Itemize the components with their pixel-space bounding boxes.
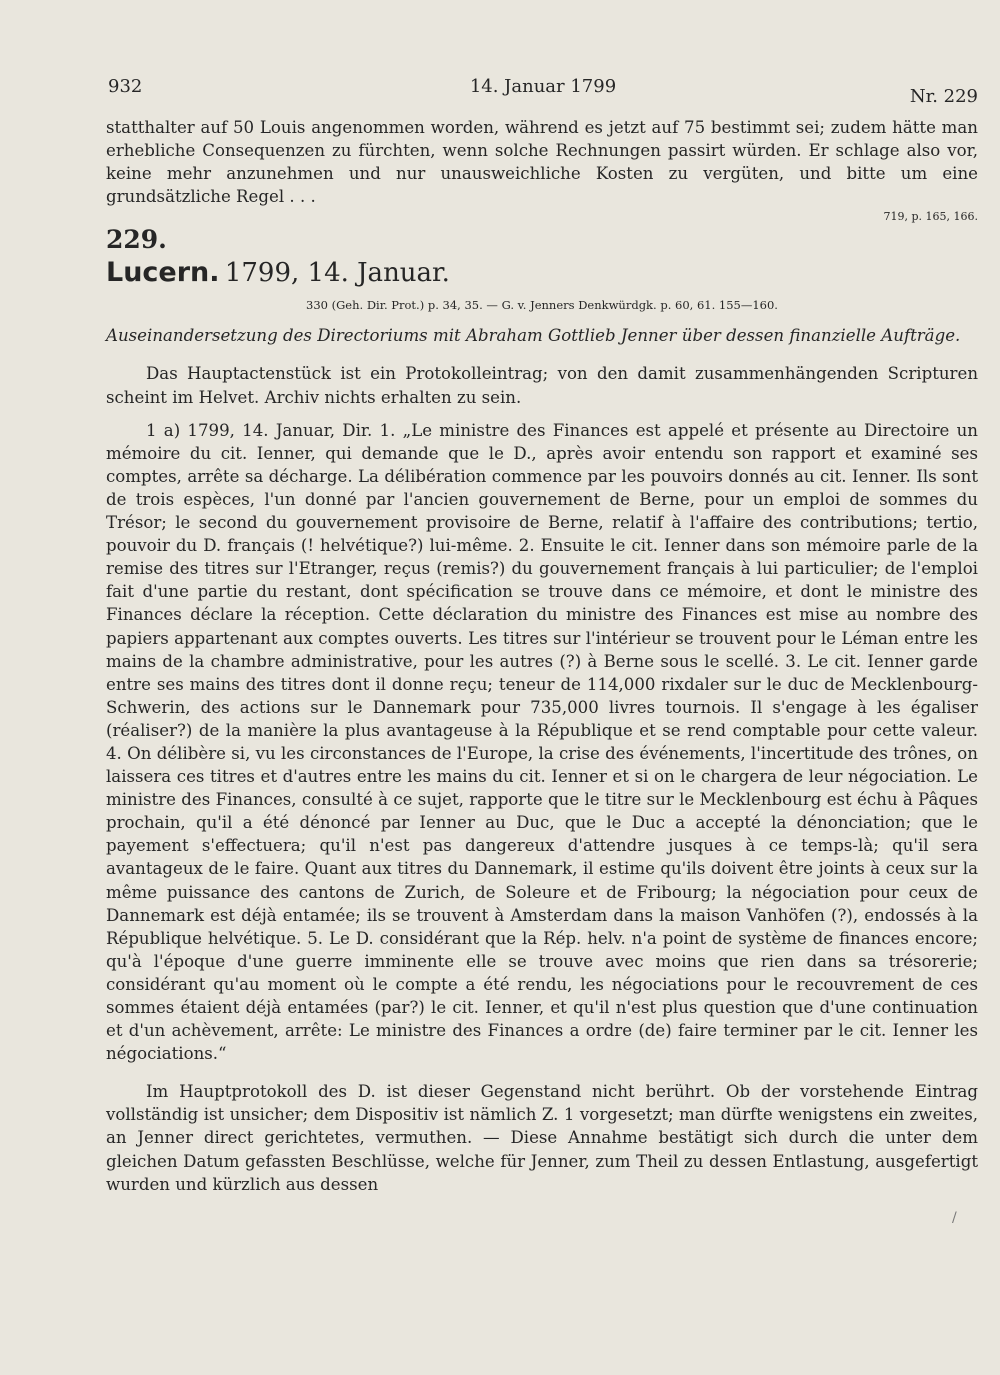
document-number-header: Nr. 229 bbox=[909, 86, 978, 107]
header-date: 14. Januar 1799 bbox=[469, 76, 617, 97]
margin-mark: / bbox=[952, 1210, 957, 1226]
document-number: 229. bbox=[106, 225, 167, 255]
intro-paragraph: Das Hauptactenstück ist ein Protokolleintrag; von den damit zusammenhängenden Scripturen scheint im Helvet. Archiv nichts erhalten zu sein. bbox=[106, 364, 978, 407]
carryover-reference: 719, p. 165, 166. bbox=[883, 210, 978, 224]
document-date: 1799, 14. Januar. bbox=[224, 258, 450, 289]
protocol-entry: 1 a) 1799, 14. Januar, Dir. 1. „Le ministre des Finances est appelé et présente au Directoire un mémoire du cit. Ienner, qui demande que le D., après avoir entendu son rapport et examiné ses comptes, arrête sa décharge. La délibération commence par les pouvoirs donnés au cit. Ienner. Ils sont de trois espèces, l'un donné par l'ancien gouvernement de Berne, pour un emploi de sommes du Trésor; le second du gouvernement provisoire de Berne, relatif à l'affaire des contributions; tertio, pouvoir du D. français (! helvétique?) lui-même. 2. Ensuite le cit. Ienner dans son mémoire parle de la remise des titres sur l'Etranger, reçus (remis?) du gouvernement français à lui particulier; de l'emploi fait d'une partie du restant, dont spécification se trouve dans ce mémoire, et dont le ministre des Finances déclare la réception. Cette déclaration du ministre des Finances est mise au nombre des papiers appartenant aux comptes ouverts. Les titres sur l'intérieur se trouvent pour le Léman entre les mains de la chambre administrative, pour les autres (?) à Berne sous le scellé. 3. Le cit. Ienner garde entre ses mains des titres dont il donne reçu; teneur de 114,000 rixdaler sur le duc de Mecklenbourg-Schwerin, des actions sur le Dannemark pour 735,000 livres tournois. Il s'engage à les égaliser (réaliser?) de la manière la plus avantageuse à la République et se rend comptable pour cette valeur. 4. On délibère si, vu les circonstances de l'Europe, la crise des événements, l'incertitude des trônes, on laissera ces titres et d'autres entre les mains du cit. Ienner et si on le chargera de leur négociation. Le ministre des Finances, consulté à ce sujet, rapporte que le titre sur le Mecklenbourg est échu à Pâques prochain, qu'il a été dénoncé par Ienner au Duc, que le Duc a accepté la dénonciation; que le payement s'effectuera; qu'il n'est pas dangereux d'attendre jusques à ce temps-là; qu'il sera avantageux de le faire. Quant aux titres du Dannemark, il estime qu'ils doivent être joints à ceux sur la même puissance des cantons de Zurich, de Soleure et de Fribourg; la négociation pour ceux de Dannemark est déjà entamée; ils se trouvent à Amsterdam dans la maison Vanhöfen (?), endossés à la République helvétique. 5. Le D. considérant que la Rép. helv. n'a point de système de finances encore; qu'à l'époque d'une guerre imminente elle se trouve avec moins que rien dans sa trésorerie; considérant qu'au moment où le compte a été rendu, les négociations pour le recouvrement de ces sommes étaient déjà entamées (par?) le cit. Ienner, et qu'il n'est plus question que d'une continuation et d'un achèvement, arrête: Le ministre des Finances a ordre (de) faire terminer par le cit. Ienner les négociations.“ bbox=[106, 420, 978, 1064]
running-head bbox=[108, 76, 978, 107]
document-summary: Auseinandersetzung des Directoriums mit Abraham Gottlieb Jenner über dessen finanzielle Aufträge. bbox=[106, 326, 961, 346]
document-place: Lucern. bbox=[106, 257, 220, 289]
page-body bbox=[106, 116, 978, 1196]
document-heading bbox=[106, 255, 978, 294]
page-number: 932 bbox=[108, 76, 143, 97]
commentary-paragraph: Im Hauptprotokoll des D. ist dieser Gegenstand nicht berührt. Ob der vorstehende Eintrag vollständig ist unsicher; dem Dispositiv ist nämlich Z. 1 vorgesetzt; man dürfte wenigstens ein zweites, an Jenner direct gerichtetes, vermuthen. — Diese Annahme bestätigt sich durch die unter dem gleichen Datum gefassten Beschlüsse, welche für Jenner, zum Theil zu dessen Entlastung, ausgefertigt wurden und kürzlich aus dessen bbox=[106, 1082, 978, 1194]
carryover-paragraph: statthalter auf 50 Louis angenommen worden, während es jetzt auf 75 bestimmt sei; zudem hätte man erhebliche Consequenzen zu fürchten, wenn solche Rechnungen passirt würden. Er schlage also vor, keine mehr anzunehmen und nur unausweichliche Kosten zu vergüten, und bitte um eine grundsätzliche Regel . . . bbox=[106, 118, 978, 207]
source-references: 330 (Geh. Dir. Prot.) p. 34, 35. — G. v. Jenners Denkwürdgk. p. 60, 61. 155—160. bbox=[306, 298, 778, 313]
